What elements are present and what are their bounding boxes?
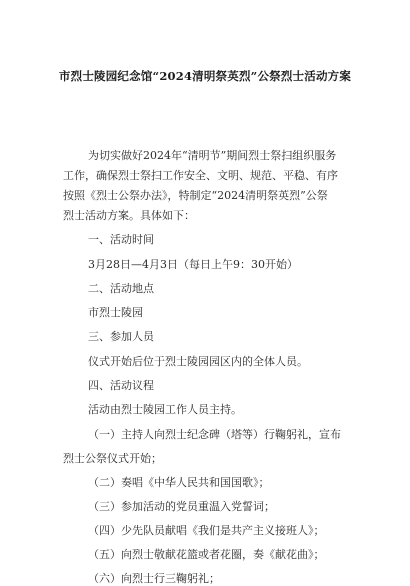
paragraph-line-3: 按照《烈士公祭办法》，特制定“2024清明祭英烈”公祭 bbox=[63, 189, 328, 202]
section-heading-agenda: 四、活动议程 bbox=[88, 379, 154, 392]
paragraph-line-4: 烈士活动方案。具体如下： bbox=[63, 209, 195, 222]
agenda-item-3: （三）参加活动的党员重温入党誓词； bbox=[88, 500, 275, 513]
agenda-intro: 活动由烈士陵园工作人员主持。 bbox=[88, 403, 242, 416]
agenda-item-1-cont: 烈士公祭仪式开始； bbox=[63, 452, 162, 465]
paragraph-line-2: 工作，确保烈士祭扫工作安全、文明、规范、平稳、有序 bbox=[63, 169, 338, 182]
activity-time-value: 3月28日—4月3日（每日上午9：30开始） bbox=[88, 258, 298, 271]
document-title: 市烈士陵园纪念馆“2024清明祭英烈”公祭烈士活动方案 bbox=[58, 69, 352, 83]
agenda-item-1: （一）主持人向烈士纪念碑（塔等）行鞠躬礼，宣布 bbox=[88, 428, 341, 441]
agenda-item-2: （二）奏唱《中华人民共和国国歌》； bbox=[88, 476, 270, 489]
participants-value: 仪式开始后位于烈士陵园园区内的全体人员。 bbox=[88, 355, 308, 368]
section-heading-location: 二、活动地点 bbox=[88, 282, 154, 295]
agenda-item-6: （六）向烈士行三鞠躬礼； bbox=[88, 572, 220, 585]
agenda-item-4: （四）少先队员献唱《我们是共产主义接班人》； bbox=[88, 524, 325, 537]
activity-location-value: 市烈士陵园 bbox=[88, 306, 143, 319]
section-heading-participants: 三、参加人员 bbox=[88, 330, 154, 343]
agenda-item-5: （五）向烈士敬献花篮或者花圈，奏《献花曲》； bbox=[88, 548, 325, 561]
paragraph-line-1: 为切实做好2024年“清明节”期间烈士祭扫组织服务 bbox=[88, 149, 337, 162]
section-heading-time: 一、活动时间 bbox=[88, 233, 154, 246]
